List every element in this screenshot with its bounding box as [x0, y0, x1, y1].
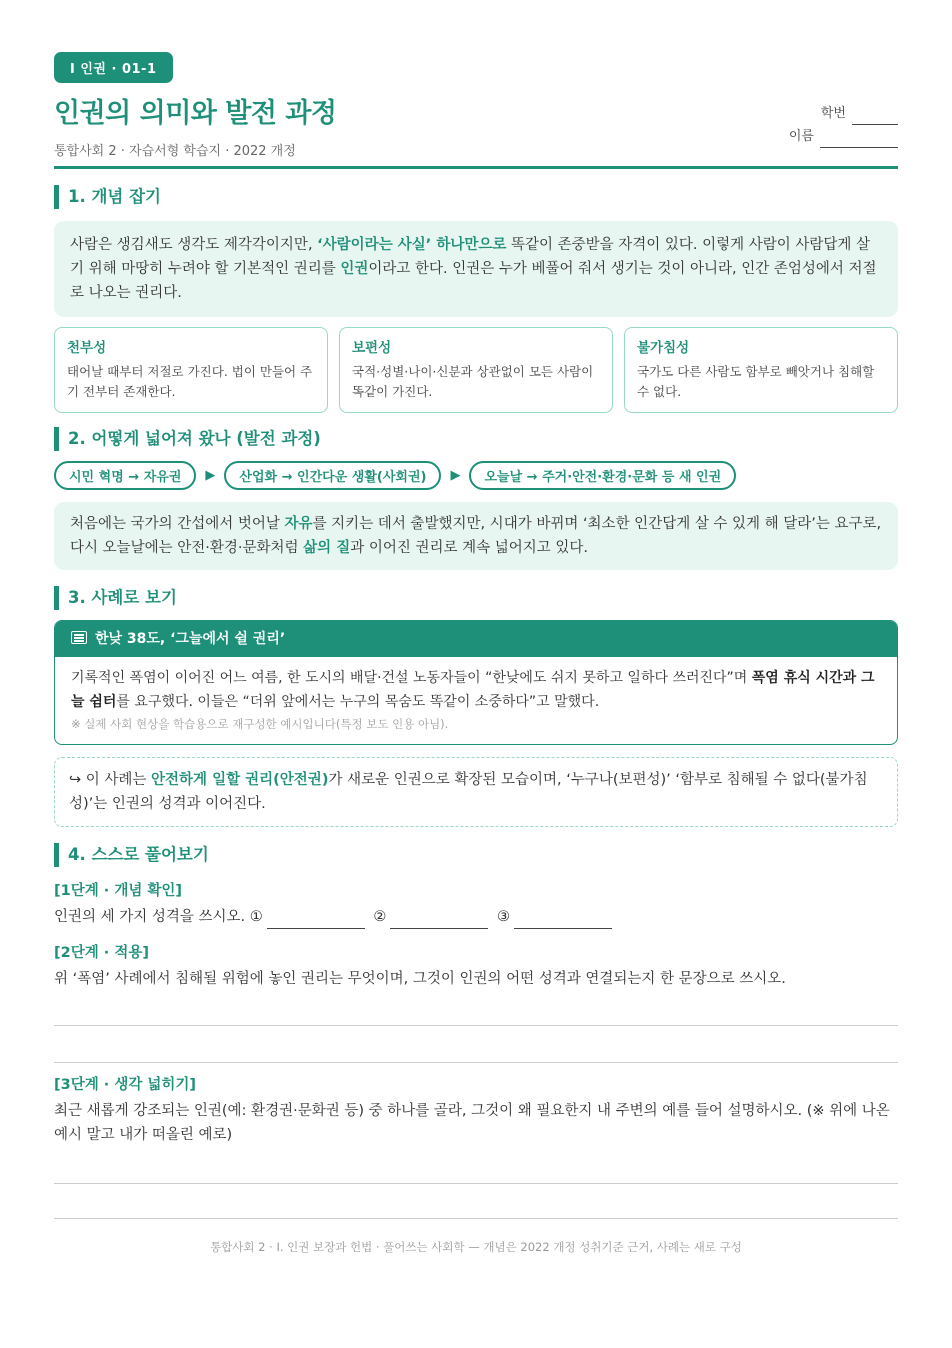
property-cards	[54, 327, 898, 413]
concept-highlight: 인권	[340, 261, 369, 277]
case-body	[55, 657, 897, 744]
development-text: 과 이어진 권리로 계속 넓어지고 있다.	[350, 540, 588, 556]
card-desc: 태어날 때부터 저절로 가진다. 법이 만들어 주기 전부터 존재한다.	[67, 364, 313, 399]
page-title: 인권의 의미와 발전 과정	[54, 98, 337, 129]
case-highlight: 폭염 휴식 시간과 그늘 쉼터	[71, 670, 875, 710]
answer-mark: ②	[373, 909, 387, 925]
student-id-field[interactable]	[852, 110, 898, 125]
case-box	[54, 620, 898, 745]
concept-text: 이라고 한다. 인권은 누가 베풀어 줘서 생기는 것이 아니라, 인간 존엄성에서 저절로 나오는 권리다.	[70, 261, 877, 301]
link-text: 이 사례는	[81, 772, 152, 788]
answer-blank[interactable]	[514, 914, 612, 929]
card-title: 천부성	[67, 340, 107, 356]
answer-line[interactable]	[54, 1025, 898, 1026]
property-card	[339, 327, 613, 413]
concept-text: 사람은 생김새도 생각도 제각각이지만,	[70, 237, 318, 253]
step1-text: 인권의 세 가지 성격을 쓰시오.	[54, 909, 246, 925]
answer-blank[interactable]	[267, 914, 365, 929]
property-card	[624, 327, 898, 413]
case-link-box	[54, 757, 898, 827]
newspaper-icon	[71, 631, 87, 644]
step1-title: [1단계 · 개념 확인]	[54, 883, 183, 899]
development-text: 처음에는 국가의 간섭에서 벗어날	[70, 516, 285, 532]
student-id-label: 학번	[820, 106, 846, 121]
development-text: 를 지키는 데서 출발했지만, 시대가 바뀌며 ‘최소한 인간답게 살 수 있게 해 달라’는 요구로, 다시 오늘날에는 안전·환경·문화처럼	[70, 516, 882, 556]
case-text: 를 요구했다. 이들은 “더위 앞에서는 누구의 목숨도 똑같이 소중하다”고 말했다.	[116, 694, 600, 710]
unit-tag: Ⅰ 인권 · 01-1	[54, 52, 173, 83]
development-box	[54, 502, 898, 570]
answer-blank[interactable]	[390, 914, 488, 929]
step2-question: 위 ‘폭염’ 사례에서 침해될 위험에 놓인 권리는 무엇이며, 그것이 인권의 어떤 성격과 연결되는지 한 문장으로 쓰시오.	[54, 971, 786, 987]
student-info	[789, 102, 898, 148]
case-header	[55, 621, 897, 657]
step3-title: [3단계 · 생각 넓히기]	[54, 1077, 197, 1093]
answer-mark: ①	[249, 909, 263, 925]
name-field[interactable]	[820, 133, 898, 148]
flow-stage: 오늘날 → 주거·안전·환경·문화 등 새 인권	[469, 461, 736, 490]
card-desc: 국가도 다른 사람도 함부로 빼앗거나 침해할 수 없다.	[637, 364, 875, 399]
concept-highlight: ‘사람이라는 사실’ 하나만으로	[317, 237, 507, 253]
section-heading: 2. 어떻게 넓어져 왔나 (발전 과정)	[54, 427, 898, 451]
development-highlight: 삶의 질	[303, 540, 351, 556]
link-highlight: 안전하게 일할 권리(안전권)	[151, 772, 329, 788]
answer-mark: ③	[496, 909, 510, 925]
property-card	[54, 327, 328, 413]
link-text: 가 새로운 인권으로 확장된 모습이며, ‘누구나(보편성)’ ‘함부로 침해될 수 없다(불가침성)’는 인권의 성격과 이어진다.	[69, 772, 868, 812]
development-highlight: 자유	[284, 516, 313, 532]
flow-stage: 시민 혁명 → 자유권	[54, 461, 196, 490]
flow-arrow-icon: ▶	[450, 468, 461, 483]
step2-title: [2단계 · 적용]	[54, 945, 149, 961]
section-heading: 3. 사례로 보기	[54, 586, 898, 610]
case-text: 기록적인 폭염이 이어진 어느 여름, 한 도시의 배달·건설 노동자들이 “한낮에도 쉬지 못하고 일하다 쓰러진다”며	[71, 670, 752, 686]
concept-text: 똑같이 존중받을 자격이 있다. 이렇게 사람이 사람답게 살기 위해 마땅히 누려야 할 기본적인 권리를	[70, 237, 871, 277]
case-title: 한낮 38도, ‘그늘에서 쉴 권리’	[95, 631, 286, 647]
return-arrow-icon: ↪	[69, 772, 82, 788]
development-flow	[54, 461, 898, 490]
concept-box	[54, 221, 898, 317]
worksheet	[54, 52, 898, 1184]
answer-line[interactable]	[54, 1062, 898, 1063]
page-footer: 통합사회 2 · Ⅰ. 인권 보장과 헌법 · 풀어쓰는 사회학 — 개념은 2022 개정 성취기준 근거, 사례는 새로 구성	[54, 1218, 898, 1255]
card-title: 불가침성	[637, 340, 690, 356]
case-note: ※ 실제 사회 현상을 학습용으로 재구성한 예시입니다(특정 보도 인용 아님).	[71, 717, 449, 731]
section-heading: 4. 스스로 풀어보기	[54, 843, 898, 867]
name-row	[789, 125, 898, 148]
step3-question: 최근 새롭게 강조되는 인권(예: 환경권·문화권 등) 중 하나를 골라, 그것이 왜 필요한지 내 주변의 예를 들어 설명하시오. (※ 위에 나온 예시 말고 내가 떠올린 예로)	[54, 1103, 890, 1143]
flow-arrow-icon: ▶	[205, 468, 216, 483]
name-label: 이름	[788, 129, 814, 144]
card-desc: 국적·성별·나이·신분과 상관없이 모든 사람이 똑같이 가진다.	[352, 364, 594, 399]
student-id-row	[789, 102, 898, 125]
step1-question	[54, 905, 898, 929]
page-subtitle: 통합사회 2 · 자습서형 학습지 · 2022 개정	[54, 144, 296, 159]
section-heading: 1. 개념 잡기	[54, 185, 898, 209]
answer-line[interactable]	[54, 1183, 898, 1184]
flow-stage: 산업화 → 인간다운 생활(사회권)	[224, 461, 441, 490]
card-title: 보편성	[352, 340, 392, 356]
